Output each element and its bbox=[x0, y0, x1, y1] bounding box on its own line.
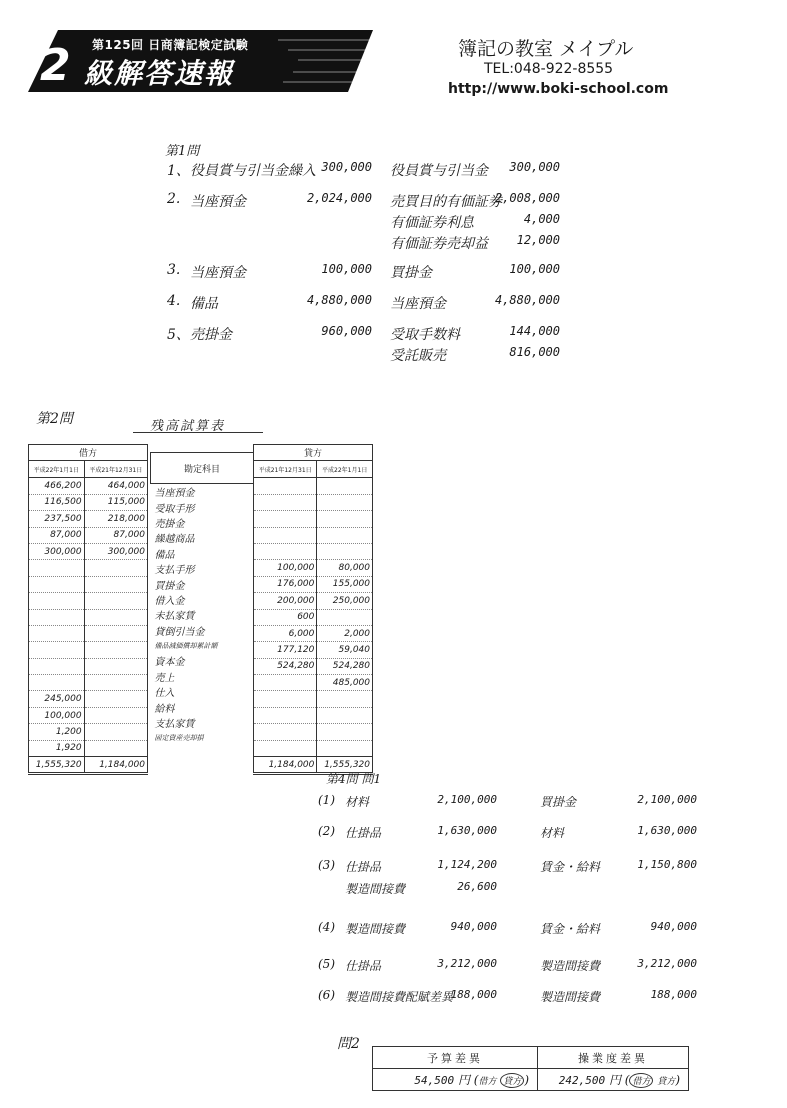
q4-debit-account: 仕掛品 bbox=[345, 826, 382, 840]
table-row bbox=[254, 576, 373, 592]
debit-cell bbox=[84, 724, 147, 740]
credit-cell: 250,000 bbox=[317, 593, 373, 609]
q1-credit-account: 受託販売 bbox=[390, 348, 446, 364]
debit-cell bbox=[29, 658, 85, 674]
credit-total: 1,184,000 bbox=[254, 757, 317, 774]
debit-header: 借方 bbox=[29, 445, 148, 461]
q1-debit-account: 当座預金 bbox=[190, 194, 246, 210]
debit-cell bbox=[29, 609, 85, 625]
banner-title: 級解答速報 bbox=[84, 57, 235, 90]
debit-cell bbox=[84, 642, 147, 658]
table-row bbox=[29, 560, 148, 576]
debit-col-1: 平成22年1月1日 bbox=[29, 461, 85, 478]
debit-cell bbox=[29, 625, 85, 641]
account-cell: 資本金 bbox=[154, 657, 185, 669]
debit-cell: 300,000 bbox=[84, 543, 147, 559]
credit-cell bbox=[317, 724, 373, 740]
q4-debit-account: 仕掛品 bbox=[345, 959, 382, 973]
debit-cell: 116,500 bbox=[29, 494, 85, 510]
table-row bbox=[29, 658, 148, 674]
account-cell: 支払手形 bbox=[154, 565, 195, 577]
debit-cell bbox=[84, 707, 147, 723]
credit-cell bbox=[317, 527, 373, 543]
q4-q2-title: 問2 bbox=[337, 1036, 360, 1052]
trial-balance-credit bbox=[253, 444, 373, 775]
q1-credit-amount: 100,000 bbox=[509, 262, 560, 276]
table-row bbox=[29, 593, 148, 609]
q1-debit-amount: 2,024,000 bbox=[306, 191, 372, 205]
q4-debit-account: 製造間接費 bbox=[345, 882, 406, 896]
debit-cell: 100,000 bbox=[29, 707, 85, 723]
q4-entry-no: (3) bbox=[318, 858, 335, 872]
q4-credit-amount: 3,212,000 bbox=[637, 957, 697, 970]
q4-debit-account: 材料 bbox=[345, 795, 370, 809]
table-row bbox=[254, 478, 373, 494]
table-row bbox=[151, 576, 254, 591]
table-row bbox=[29, 724, 148, 740]
credit-cell: 2,000 bbox=[317, 625, 373, 641]
q4-entry-no: (2) bbox=[318, 824, 335, 838]
budget-variance-unit: 円 bbox=[457, 1073, 470, 1087]
q4-credit-account: 賃金・給料 bbox=[540, 922, 601, 936]
debit-cell bbox=[84, 675, 147, 691]
table-row bbox=[29, 609, 148, 625]
debit-cell: 1,200 bbox=[29, 724, 85, 740]
debit-cell bbox=[84, 609, 147, 625]
q4-credit-amount: 1,150,800 bbox=[637, 858, 697, 871]
debit-col-2: 平成21年12月31日 bbox=[84, 461, 147, 478]
q1-credit-amount: 300,000 bbox=[509, 160, 560, 174]
q1-credit-account: 当座預金 bbox=[390, 296, 446, 312]
table-row bbox=[254, 740, 373, 756]
credit-cell bbox=[317, 494, 373, 510]
credit-cell: 6,000 bbox=[254, 625, 317, 641]
credit-cell bbox=[254, 724, 317, 740]
account-cell: 受取手形 bbox=[154, 503, 195, 515]
account-cell: 売上 bbox=[154, 672, 175, 684]
table-row bbox=[151, 638, 254, 653]
q1-debit-amount: 960,000 bbox=[321, 324, 372, 338]
q4-debit-account: 仕掛品 bbox=[345, 860, 382, 874]
school-tel: TEL:048-922-8555 bbox=[484, 61, 614, 77]
debit-cell: 245,000 bbox=[29, 691, 85, 707]
account-cell: 仕入 bbox=[154, 688, 175, 700]
account-cell: 買掛金 bbox=[154, 580, 185, 592]
debit-cell bbox=[84, 593, 147, 609]
credit-cell bbox=[254, 511, 317, 527]
debit-cell: 115,000 bbox=[84, 494, 147, 510]
q4-entry-no: (4) bbox=[318, 920, 335, 934]
q1-debit-amount: 300,000 bbox=[321, 160, 372, 174]
account-header: 勘定科目 bbox=[151, 453, 254, 484]
credit-cell: 177,120 bbox=[254, 642, 317, 658]
budget-dir-selected: 貸方 bbox=[500, 1073, 524, 1088]
credit-cell bbox=[254, 527, 317, 543]
table-row bbox=[151, 530, 254, 545]
table-row bbox=[151, 715, 254, 730]
q4-debit-amount: 940,000 bbox=[450, 920, 497, 933]
credit-cell bbox=[254, 691, 317, 707]
q1-debit-account: 役員賞与引当金繰入 bbox=[190, 163, 316, 179]
q4-entry-no: (5) bbox=[318, 957, 335, 971]
trial-balance-accounts bbox=[150, 452, 254, 761]
q4-debit-account: 製造間接費 bbox=[345, 922, 406, 936]
credit-cell bbox=[254, 494, 317, 510]
debit-cell: 1,920 bbox=[29, 740, 85, 756]
table-row bbox=[254, 560, 373, 576]
credit-cell: 80,000 bbox=[317, 560, 373, 576]
table-row bbox=[254, 658, 373, 674]
credit-cell: 485,000 bbox=[317, 675, 373, 691]
q1-credit-amount: 144,000 bbox=[509, 324, 560, 338]
debit-cell bbox=[84, 691, 147, 707]
credit-cell: 100,000 bbox=[254, 560, 317, 576]
credit-cell bbox=[317, 478, 373, 494]
q4-debit-amount: 26,600 bbox=[457, 880, 497, 893]
account-cell: 未払家賃 bbox=[154, 611, 195, 623]
q1-debit-account: 備品 bbox=[190, 296, 218, 312]
table-row bbox=[29, 543, 148, 559]
table-row bbox=[151, 546, 254, 561]
credit-header: 貸方 bbox=[254, 445, 373, 461]
school-url[interactable]: http://www.boki-school.com bbox=[448, 81, 669, 97]
q1-entry-no: 3. bbox=[167, 262, 181, 278]
table-row bbox=[151, 623, 254, 638]
capacity-variance-unit: 円 bbox=[608, 1073, 621, 1087]
debit-total: 1,184,000 bbox=[84, 757, 147, 774]
debit-cell bbox=[84, 576, 147, 592]
q1-debit-account: 売掛金 bbox=[190, 327, 232, 343]
table-row bbox=[29, 478, 148, 494]
debit-cell: 237,500 bbox=[29, 511, 85, 527]
account-cell: 貸倒引当金 bbox=[154, 626, 205, 638]
credit-cell bbox=[317, 543, 373, 559]
q4-debit-account: 製造間接費配賦差異 bbox=[345, 990, 454, 1004]
debit-cell: 218,000 bbox=[84, 511, 147, 527]
budget-variance-cell: 54,500 円 (借方 貸方 ) bbox=[373, 1069, 538, 1091]
table-row bbox=[151, 699, 254, 714]
trial-balance-debit bbox=[28, 444, 148, 775]
total-row bbox=[151, 746, 254, 761]
q1-title: 第1問 bbox=[165, 144, 200, 159]
table-row bbox=[254, 609, 373, 625]
table-row bbox=[151, 484, 254, 500]
table-row bbox=[151, 607, 254, 622]
q1-credit-amount: 2,008,000 bbox=[494, 191, 560, 205]
debit-cell bbox=[29, 593, 85, 609]
q1-credit-amount: 12,000 bbox=[516, 233, 560, 247]
table-row bbox=[151, 669, 254, 684]
q2-table-title: 残高試算表 bbox=[150, 419, 226, 434]
total-row bbox=[29, 757, 148, 774]
table-row bbox=[29, 740, 148, 756]
account-cell: 繰越商品 bbox=[154, 534, 195, 546]
credit-cell: 524,280 bbox=[254, 658, 317, 674]
debit-cell: 466,200 bbox=[29, 478, 85, 494]
table-row bbox=[151, 684, 254, 699]
capacity-dir-b: 貸方 bbox=[657, 1077, 676, 1087]
q1-credit-account: 売買目的有価証券 bbox=[390, 194, 502, 210]
credit-cell: 155,000 bbox=[317, 576, 373, 592]
credit-col-2: 平成22年1月1日 bbox=[317, 461, 373, 478]
table-row bbox=[29, 511, 148, 527]
table-row bbox=[151, 499, 254, 514]
q1-credit-account: 役員賞与引当金 bbox=[390, 163, 488, 179]
credit-cell bbox=[317, 691, 373, 707]
table-row bbox=[254, 707, 373, 723]
debit-cell bbox=[29, 576, 85, 592]
account-cell: 支払家賃 bbox=[154, 719, 195, 731]
q4-title: 第4問 問1 bbox=[326, 772, 382, 786]
q1-entry-no: 5、 bbox=[167, 327, 190, 343]
q4-debit-amount: 1,124,200 bbox=[437, 858, 497, 871]
q4-credit-account: 買掛金 bbox=[540, 795, 577, 809]
table-row bbox=[29, 675, 148, 691]
debit-cell: 87,000 bbox=[29, 527, 85, 543]
q4-credit-amount: 1,630,000 bbox=[637, 824, 697, 837]
table-row bbox=[254, 527, 373, 543]
q4-credit-amount: 188,000 bbox=[650, 988, 697, 1001]
table-row bbox=[29, 494, 148, 510]
table-row bbox=[254, 593, 373, 609]
trial-balance-table bbox=[28, 444, 373, 770]
credit-col-1: 平成21年12月31日 bbox=[254, 461, 317, 478]
table-row bbox=[29, 625, 148, 641]
account-total-blank bbox=[151, 746, 254, 761]
debit-cell bbox=[29, 675, 85, 691]
account-cell: 当座預金 bbox=[154, 488, 195, 500]
banner-edition: 第125回 日商簿記検定試験 bbox=[92, 38, 249, 52]
q4-debit-amount: 3,212,000 bbox=[437, 957, 497, 970]
capacity-variance-cell: 242,500 円 ( 借方 貸方) bbox=[538, 1069, 689, 1091]
q1-credit-amount: 4,880,000 bbox=[494, 293, 560, 307]
credit-cell bbox=[317, 740, 373, 756]
q4-credit-account: 賃金・給料 bbox=[540, 860, 601, 874]
table-row bbox=[151, 592, 254, 607]
account-cell: 固定資産売却損 bbox=[154, 733, 204, 742]
debit-cell: 464,000 bbox=[84, 478, 147, 494]
account-cell: 借入金 bbox=[154, 595, 185, 607]
q4-debit-amount: 1,630,000 bbox=[437, 824, 497, 837]
q4-credit-account: 製造間接費 bbox=[540, 990, 601, 1004]
table-row bbox=[29, 527, 148, 543]
debit-cell bbox=[84, 625, 147, 641]
q1-entry-no: 4. bbox=[167, 293, 181, 309]
q1-credit-account: 有価証券利息 bbox=[390, 215, 474, 231]
table-row bbox=[254, 625, 373, 641]
table-row bbox=[29, 576, 148, 592]
account-cell: 備品減価償却累計額 bbox=[154, 641, 218, 650]
credit-cell: 200,000 bbox=[254, 593, 317, 609]
debit-cell: 300,000 bbox=[29, 543, 85, 559]
credit-cell bbox=[254, 478, 317, 494]
table-row bbox=[254, 543, 373, 559]
table-row bbox=[254, 724, 373, 740]
table-row bbox=[151, 561, 254, 576]
banner-grade: 2 bbox=[40, 40, 71, 91]
table-row bbox=[29, 707, 148, 723]
q1-credit-account: 有価証券売却益 bbox=[390, 236, 488, 252]
debit-cell bbox=[84, 740, 147, 756]
q1-debit-amount: 100,000 bbox=[321, 262, 372, 276]
debit-total: 1,555,320 bbox=[29, 757, 85, 774]
capacity-variance-header: 操業度差異 bbox=[538, 1047, 689, 1069]
debit-cell bbox=[29, 560, 85, 576]
credit-cell: 600 bbox=[254, 609, 317, 625]
q1-debit-amount: 4,880,000 bbox=[306, 293, 372, 307]
credit-cell bbox=[317, 511, 373, 527]
debit-cell bbox=[29, 642, 85, 658]
q1-entry-no: 1、 bbox=[167, 163, 190, 179]
budget-variance-header: 予算差異 bbox=[373, 1047, 538, 1069]
table-row bbox=[254, 511, 373, 527]
debit-cell bbox=[84, 560, 147, 576]
credit-cell bbox=[254, 707, 317, 723]
account-cell: 売掛金 bbox=[154, 518, 185, 530]
credit-cell: 524,280 bbox=[317, 658, 373, 674]
table-row bbox=[151, 653, 254, 668]
q1-entry-no: 2. bbox=[167, 191, 181, 207]
q4-credit-account: 材料 bbox=[540, 826, 565, 840]
table-row bbox=[29, 691, 148, 707]
account-cell: 備品 bbox=[154, 549, 175, 561]
budget-dir-a: 借方 bbox=[478, 1077, 497, 1087]
school-name: 簿記の教室 メイプル bbox=[458, 38, 634, 60]
table-row bbox=[151, 515, 254, 530]
debit-cell: 87,000 bbox=[84, 527, 147, 543]
q1-debit-account: 当座預金 bbox=[190, 265, 246, 281]
table-row bbox=[254, 691, 373, 707]
credit-total: 1,555,320 bbox=[317, 757, 373, 774]
variance-table bbox=[372, 1046, 689, 1091]
q4-debit-amount: 2,100,000 bbox=[437, 793, 497, 806]
q1-credit-account: 受取手数料 bbox=[390, 327, 460, 343]
account-cell: 給料 bbox=[154, 703, 175, 715]
q4-entry-no: (6) bbox=[318, 988, 335, 1002]
table-row bbox=[254, 642, 373, 658]
table-row bbox=[151, 730, 254, 745]
table-row bbox=[254, 494, 373, 510]
table-row bbox=[29, 642, 148, 658]
capacity-dir-selected: 借方 bbox=[629, 1073, 653, 1088]
q4-credit-account: 製造間接費 bbox=[540, 959, 601, 973]
q4-credit-amount: 940,000 bbox=[650, 920, 697, 933]
credit-cell bbox=[254, 740, 317, 756]
table-row bbox=[254, 675, 373, 691]
q4-entry-no: (1) bbox=[318, 793, 335, 807]
q2-title-underline bbox=[133, 432, 263, 433]
q1-credit-amount: 4,000 bbox=[523, 212, 560, 226]
q1-credit-amount: 816,000 bbox=[509, 345, 560, 359]
q4-debit-amount: 188,000 bbox=[450, 988, 497, 1001]
q4-credit-amount: 2,100,000 bbox=[637, 793, 697, 806]
q1-credit-account: 買掛金 bbox=[390, 265, 432, 281]
credit-cell: 59,040 bbox=[317, 642, 373, 658]
credit-cell bbox=[254, 675, 317, 691]
capacity-variance-value: 242,500 bbox=[558, 1074, 606, 1087]
credit-cell bbox=[317, 707, 373, 723]
credit-cell: 176,000 bbox=[254, 576, 317, 592]
credit-cell bbox=[254, 543, 317, 559]
q2-title: 第2問 bbox=[36, 411, 73, 427]
credit-cell bbox=[317, 609, 373, 625]
budget-variance-value: 54,500 bbox=[414, 1074, 455, 1087]
debit-cell bbox=[84, 658, 147, 674]
